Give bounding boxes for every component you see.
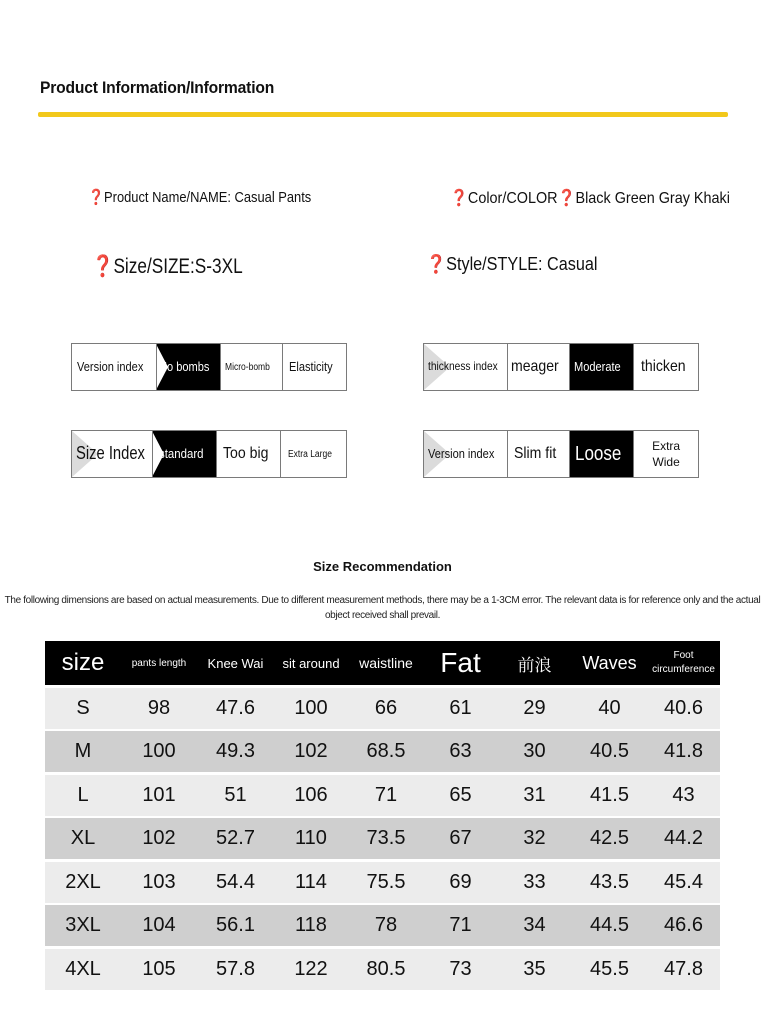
measure-cell: 43 [672,783,695,806]
measure-cell: 102 [142,827,176,849]
index-option-selected: Loose [570,431,634,477]
measure-cell: 40.6 [664,696,703,719]
index-option-selected: standard [153,431,217,477]
index-label: thickness index [424,344,508,390]
size-cell: 3XL [65,914,101,936]
recommendation-note: The following dimensions are based on actual measurements. Due to different measurement methods, there may be a 1-3CM error. The relevant data is for reference only and the actual object received shall prevail. [4,595,761,621]
header-foot-circumference: Foot circumference [652,650,715,675]
index-option: Micro-bomb [221,344,284,390]
index-option: thicken [640,358,686,376]
measure-cell: 104 [142,914,176,936]
header-size: size [61,649,105,676]
measure-cell: 71 [449,914,472,936]
measure-cell: 56.1 [216,914,255,936]
thickness-index-box [423,343,699,391]
measure-cell: 52.7 [216,827,255,849]
table-row [45,731,720,772]
measure-cell: 54.4 [216,870,255,893]
measure-cell: 73 [449,957,472,980]
measure-cell: 114 [295,870,327,893]
measure-cell: 45.4 [664,870,703,893]
accent-divider [38,112,728,117]
measure-cell: 106 [294,783,328,806]
index-option: Extra Wide [652,439,681,469]
size-cell: XL [70,827,96,849]
measure-cell: 69 [449,870,472,893]
table-row [45,949,720,990]
table-body [45,688,720,990]
header-front-rise: 前浪 [517,655,552,675]
measure-cell: 100 [142,740,176,762]
measure-cell: 47.6 [216,696,255,719]
header-pants-length: pants length [131,657,187,669]
product-name-line: ❓Product Name/NAME: Casual Pants [88,189,312,206]
index-option: meager [508,344,571,390]
measure-cell: 42.5 [590,827,629,849]
size-cell: 4XL [65,957,101,980]
measure-cell: 105 [142,957,176,980]
size-cell: 2XL [65,870,101,893]
header-waves: Waves [582,652,637,673]
index-option-selected: Moderate [570,344,634,390]
measure-cell: 57.8 [216,957,255,980]
measure-cell: 44.2 [664,827,703,849]
measure-cell: 101 [142,783,176,806]
size-line: ❓Size/SIZE:S-3XL [92,255,243,278]
index-option-selected: No bombs [157,344,221,390]
measure-cell: 40 [598,696,621,719]
measure-cell: 80.5 [366,957,406,980]
measure-cell: 63 [449,740,472,762]
measure-cell: 65 [449,783,472,806]
table-row [45,905,720,946]
section-title: Product Information/Information [40,78,275,97]
measure-cell: 78 [374,914,398,936]
table-row [45,775,720,816]
measure-cell: 71 [374,783,398,806]
elasticity-index-box [71,343,347,391]
measure-cell: 30 [523,740,546,762]
measure-cell: 33 [523,870,546,893]
recommendation-title: Size Recommendation [313,559,452,574]
measure-cell: 110 [295,827,327,849]
measure-cell: 51 [224,783,247,806]
measure-cell: 67 [449,827,472,849]
measure-cell: 118 [295,914,327,936]
measure-cell: 47.8 [664,957,703,980]
measure-cell: 41.5 [590,783,629,806]
measure-cell: 103 [142,870,176,893]
measure-cell: 46.6 [664,914,703,936]
measure-cell: 31 [523,783,546,806]
header-fat: Fat [440,647,481,678]
size-cell: L [77,783,89,806]
measure-cell: 32 [523,827,546,849]
index-option: Extra Large [287,448,332,460]
index-option: Slim fit [508,431,571,477]
header-knee: Knee Wai [207,655,264,671]
size-cell: S [76,696,90,719]
index-option: Too big [217,431,281,477]
table-row [45,862,720,903]
measure-cell: 75.5 [366,870,406,893]
measure-cell: 100 [294,696,328,719]
measure-cell: 41.8 [664,740,703,762]
index-label: Version index [424,431,508,477]
table-header-row [45,641,720,685]
color-line: ❓Color/COLOR❓Black Green Gray Khaki [450,190,730,207]
measure-cell: 29 [523,696,546,719]
measure-cell: 43.5 [590,870,629,893]
style-line: ❓Style/STYLE: Casual [426,254,598,274]
index-label: Size Index [72,431,153,477]
size-index-box [71,430,347,478]
size-cell: M [74,740,92,762]
index-option: Elasticity [289,358,333,374]
measure-cell: 49.3 [216,740,255,762]
index-label: Version index [72,344,157,390]
measure-cell: 98 [147,696,171,719]
header-sit-around: sit around [282,655,340,671]
measure-cell: 45.5 [590,957,629,980]
measure-cell: 44.5 [590,914,629,936]
measure-cell: 68.5 [366,740,406,762]
measure-cell: 40.5 [590,740,629,762]
measure-cell: 34 [523,914,546,936]
measure-cell: 66 [374,696,398,719]
table-row [45,818,720,859]
measure-cell: 61 [449,696,472,719]
measure-cell: 35 [523,957,546,980]
measure-cell: 102 [294,740,328,762]
header-waistline: waistline [359,655,413,671]
fit-index-box [423,430,699,478]
measure-cell: 122 [294,957,328,980]
table-row [45,688,720,729]
measure-cell: 73.5 [366,827,406,849]
size-table [45,641,720,990]
